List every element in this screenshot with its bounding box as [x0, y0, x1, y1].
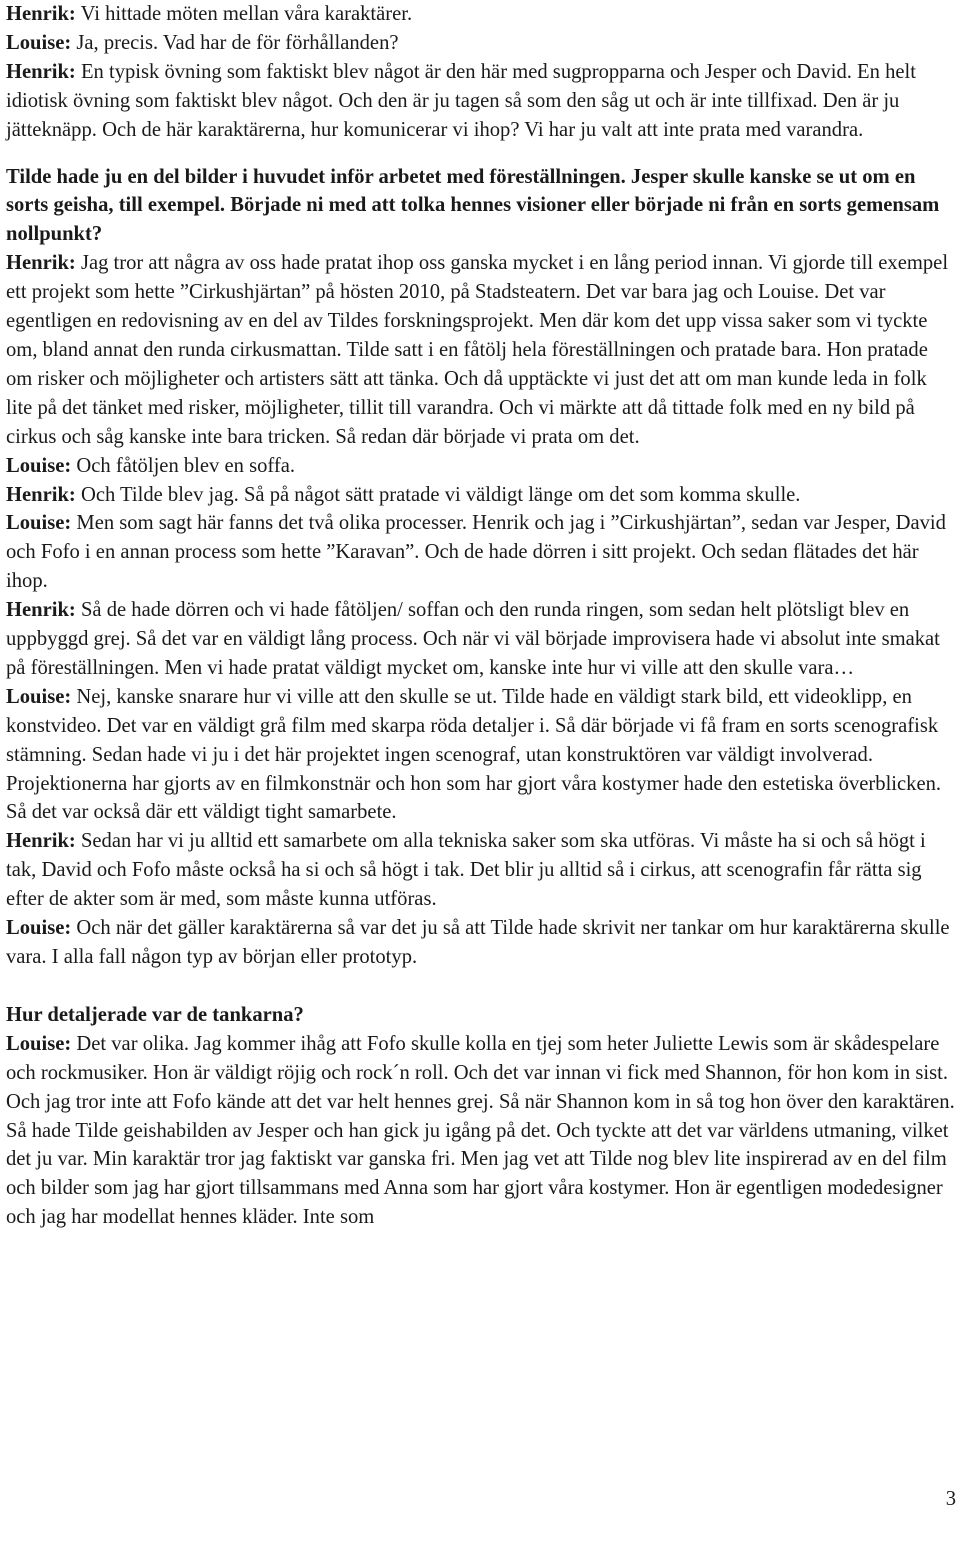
page-number: 3 — [945, 1488, 956, 1510]
speaker-name: Henrik: — [6, 830, 76, 853]
speech-text: Men som sagt här fanns det två olika processer. Henrik och jag i ”Cirkushjärtan”, sedan var Jesper, David och Fofo i en annan process som hette ”Karavan”. Och de hade dörren i sitt projekt. Och sedan flätades det här ihop. — [6, 512, 946, 593]
speech-paragraph — [6, 1030, 956, 1232]
speech-text: Jag tror att några av oss hade pratat ihop oss ganska mycket i en lång period innan. Vi gjorde till exempel ett projekt som hette ”Cirkushjärtan” på hösten 2010, på Stadsteatern. Det var bara jag och Louise. Det var egentligen en redovisning av en del av Tildes forskningsprojekt. Men där kom det upp vissa saker som vi tyckte om, bland annat den runda cirkusmattan. Tilde satt i en fåtölj hela föreställningen och pratade bara. Hon pratade om risker och möjligheter och artisters sätt att tänka. Och då upptäckte vi just det att om man kunde leda in folk lite på det tänket med risker, möjligheter, tillit till varandra. Och vi märkte att då tittade folk med en ny bild på cirkus och såg kanske inte bara tricken. Så redan där började vi prata om det. — [6, 252, 949, 448]
speaker-name: Louise: — [6, 1032, 72, 1055]
speech-paragraph — [6, 596, 956, 683]
speech-paragraph — [6, 481, 956, 510]
speech-paragraph — [6, 58, 956, 145]
speaker-name: Henrik: — [6, 483, 76, 506]
speech-paragraph — [6, 827, 956, 914]
interview-question: Hur detaljerade var de tankarna? — [6, 1003, 304, 1026]
speaker-name: Louise: — [6, 454, 72, 477]
speech-text: Och när det gäller karaktärerna så var det ju så att Tilde hade skrivit ner tankar om hur karaktärerna skulle vara. I alla fall någon typ av början eller prototyp. — [6, 917, 950, 968]
document-body — [6, 0, 956, 1232]
speech-text: Vi hittade möten mellan våra karaktärer. — [75, 3, 413, 25]
interview-question: Tilde hade ju en del bilder i huvudet inför arbetet med föreställningen. Jesper skulle kanske se ut om en sorts geisha, till exempel. Började ni med att tolka hennes visioner eller började ni från en sorts gemensam nollpunkt? — [6, 165, 940, 246]
speech-text: Och Tilde blev jag. Så på något sätt pratade vi väldigt länge om det som komma skulle. — [75, 483, 801, 506]
speech-paragraph — [6, 509, 956, 596]
speaker-name: Henrik: — [6, 60, 76, 83]
speaker-name: Henrik: — [6, 3, 76, 25]
speaker-name: Henrik: — [6, 599, 76, 622]
speech-paragraph — [6, 914, 956, 972]
speaker-name: Louise: — [6, 512, 72, 535]
speech-paragraph — [6, 249, 956, 451]
speech-paragraph — [6, 0, 956, 29]
speaker-name: Louise: — [6, 31, 72, 54]
speech-text: En typisk övning som faktiskt blev något är den här med sugpropparna och Jesper och David. En helt idiotisk övning som faktiskt blev något. Och den är ju tagen så som den såg ut och är inte tillfixad. Den är ju jätteknäpp. Och de här karaktärerna, hur komunicerar vi ihop? Vi har ju valt att inte prata med varandra. — [6, 60, 916, 141]
speech-text: Sedan har vi ju alltid ett samarbete om alla tekniska saker som ska utföras. Vi måste ha si och så högt i tak, David och Fofo måste också ha si och så högt i tak. Det blir ju alltid så i cirkus, att scenografin får rätta sig efter de akter som är med, som måste kunna utföras. — [6, 830, 926, 911]
speech-text: Och fåtöljen blev en soffa. — [71, 454, 296, 477]
speech-paragraph — [6, 452, 956, 481]
speaker-name: Louise: — [6, 685, 72, 708]
speaker-name: Henrik: — [6, 252, 76, 275]
speech-text: Så de hade dörren och vi hade fåtöljen/ soffan och den runda ringen, som sedan helt plötsligt blev en uppbyggd grej. Så det var en väldigt lång process. Och när vi väl började improvisera hade vi absolut inte smakat på föreställningen. Men vi hade pratat väldigt mycket om, kanske inte hur vi ville att den skulle vara… — [6, 599, 940, 679]
speech-text: Nej, kanske snarare hur vi ville att den skulle se ut. Tilde hade en väldigt stark bild, ett videoklipp, en konstvideo. Det var en väldigt grå film med skarpa röda detaljer i. Så där började vi få fram en sorts scenografisk stämning. Sedan hade vi ju i det här projektet ingen scenograf, utan konstruktören var väldigt involverad. Projektionerna har gjorts av en filmkonstnär och hon som har gjort våra kostymer hade den estetiska överblicken. Så det var också där ett väldigt tight samarbete. — [6, 685, 942, 824]
speech-paragraph — [6, 683, 956, 828]
speech-text: Ja, precis. Vad har de för förhållanden? — [71, 31, 399, 54]
speech-text: Det var olika. Jag kommer ihåg att Fofo skulle kolla en tjej som heter Juliette Lewis som är skådespelare och rockmusiker. Hon är väldigt röjig och rock´n roll. Och det var innan vi fick med Shannon, för hon kom in sist. Och jag tror inte att Fofo kände att det var helt hennes grej. Så när Shannon kom in så tog hon över den karaktären. Så hade Tilde geishabilden av Jesper och han gick ju igång på det. Och tyckte att det var världens utmaning, vilket det ju var. Min karaktär tror jag faktiskt var ganska fri. Men jag vet att Tilde nog blev lite inspirerad av en del film och bilder som jag har gjort tillsammans med Anna som har gjort våra kostymer. Hon är egentligen modedesigner och jag har modellat hennes kläder. Inte som — [6, 1032, 955, 1229]
speaker-name: Louise: — [6, 917, 72, 940]
speech-paragraph — [6, 29, 956, 58]
